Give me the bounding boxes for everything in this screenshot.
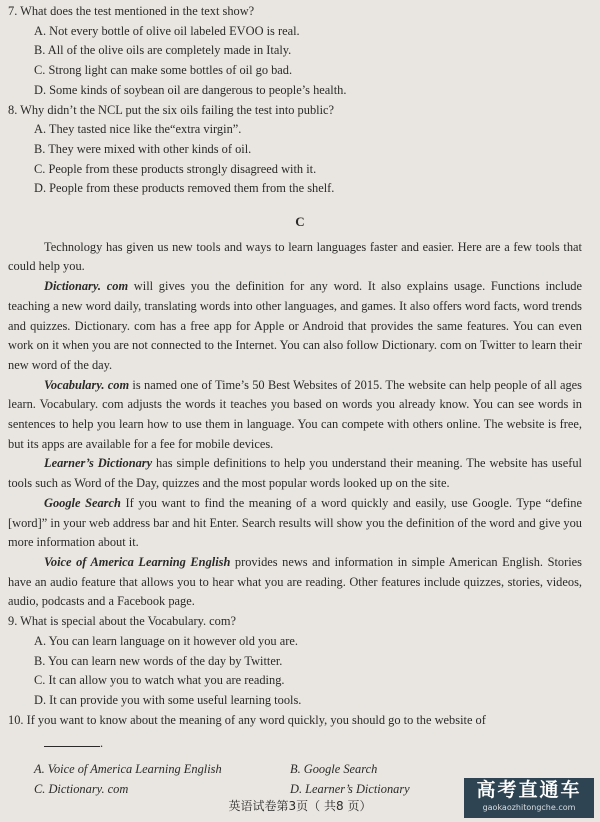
paragraph-learners — [0, 454, 600, 493]
option-d: D. Learner’s Dictionary — [290, 781, 410, 796]
answer-blank — [44, 734, 100, 747]
paragraph-vocabulary — [0, 376, 600, 455]
watermark-title: 高考直通车 — [476, 779, 582, 801]
paragraph-google — [0, 494, 600, 553]
blank-period: . — [100, 736, 104, 751]
option-c: C. Strong light can make some bottles of oil go bad. — [34, 63, 293, 78]
option-d: D. It can provide you with some useful learning tools. — [34, 692, 302, 707]
question-7 — [0, 2, 600, 101]
option-b: B. Google Search — [290, 762, 378, 777]
paragraph-body: is named one of Time’s 50 Best Websites of 2015. The website can help people of all ages learn. Vocabulary. com adjusts the words it teaches you based on words you already know. You can see words in sentences to help you learn how to use them in language. You can compete with others online. The website is free, but its apps are available for a fee for mobile devices. — [8, 377, 582, 451]
question-stem: 10. If you want to know about the meaning of any word quickly, you should go to the website of — [8, 712, 486, 727]
option-b: B. They were mixed with other kinds of oil. — [34, 141, 252, 156]
site-name: Google Search — [44, 495, 121, 510]
option-a: A. Voice of America Learning English — [34, 762, 222, 777]
answer-blank-line — [0, 734, 600, 754]
section-heading: C — [295, 214, 305, 230]
page-footer: 英语试卷第3页（ 共8 页） — [228, 799, 372, 813]
site-name: Learner’s Dictionary — [44, 456, 153, 471]
option-c: C. People from these products strongly disagreed with it. — [34, 161, 317, 176]
question-stem: 7. What does the test mentioned in the text show? — [8, 4, 255, 18]
paragraph-body: If you want to find the meaning of a word quickly and easily, use Google. Type “define [word]” in your web address bar and hit Enter. Search results will show you the definition of the word and give you more information about it. — [8, 495, 583, 550]
intro-paragraph: Technology has given us new tools and ways to learn languages faster and easier. Here are a few tools that could help you. — [8, 239, 582, 274]
option-b: B. You can learn new words of the day by Twitter. — [34, 653, 283, 668]
question-stem: 8. Why didn’t the NCL put the six oils failing the test into public? — [8, 102, 335, 117]
watermark-url: gaokaozhitongche.com — [482, 803, 576, 812]
option-a: A. They tasted nice like the“extra virgin”. — [34, 122, 242, 137]
option-a: A. Not every bottle of olive oil labeled EVOO is real. — [34, 23, 300, 38]
question-stem: 9. What is special about the Vocabulary. com? — [8, 614, 237, 629]
site-name: Vocabulary. com — [44, 377, 130, 392]
options-row-1 — [0, 760, 600, 780]
question-9 — [0, 612, 600, 711]
option-d: D. Some kinds of soybean oil are dangerous to people’s health. — [34, 82, 347, 97]
option-c: C. It can allow you to watch what you are reading. — [34, 673, 285, 688]
option-d: D. People from these products removed them from the shelf. — [34, 181, 335, 196]
option-c: C. Dictionary. com — [34, 781, 129, 796]
option-b: B. All of the olive oils are completely made in Italy. — [34, 43, 292, 58]
option-a: A. You can learn language on it however old you are. — [34, 633, 298, 648]
paragraph-body: will gives you the definition for any word. It also explains usage. Functions include teaching a new word daily, translating words into other languages, and games. It also offers word facts, word trends and quizzes. Dictionary. com has a free app for Apple or Android that provides the same features. You can even work on it when you are not connected to the Internet. You can also follow Dictionary. com on Twitter to learn their new word of the day. — [8, 279, 582, 372]
paragraph-voa — [0, 553, 600, 612]
site-name: Dictionary. com — [44, 279, 129, 294]
paragraph-body: provides news and information in simple American English. Stories have an audio feature that allows you to hear what you are reading. Other features include quizzes, stories, videos, audio, podcasts and a Facebook page. — [8, 554, 582, 609]
site-watermark-logo — [464, 778, 594, 818]
site-name: Voice of America Learning English — [44, 554, 231, 569]
paragraph-dictionary — [0, 277, 600, 376]
question-8 — [0, 101, 600, 200]
paragraph-body: has simple definitions to help you understand their meaning. The website has useful tools such as Word of the Day, quizzes and the most popular words looked up on the site. — [8, 456, 582, 491]
